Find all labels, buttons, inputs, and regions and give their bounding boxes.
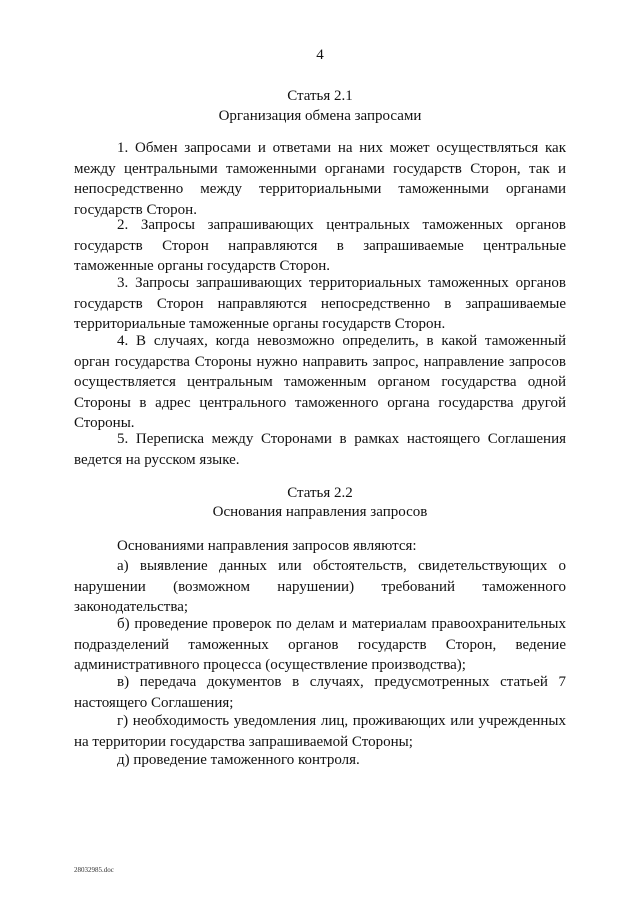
article-2-1-title: Статья 2.1 <box>287 88 353 104</box>
list-item: б) проведение проверок по делам и материалам правоохранительных подразделений таможенных органов государств Сторон, ведение административного процесса (осуществление производства); <box>74 616 566 673</box>
intro-line: Основаниями направления запросов являются: <box>117 538 417 554</box>
page-number: 4 <box>316 47 324 63</box>
list-item: а) выявление данных или обстоятельств, свидетельствующих о нарушении (возможном нарушении) требований таможенного законодательства; <box>74 558 566 615</box>
list-item: д) проведение таможенного контроля. <box>117 752 360 768</box>
paragraph: 1. Обмен запросами и ответами на них может осуществляться как между центральными таможенными органами государств Сторон, так и непосредственно между территориальными таможенными органами государств Сторон. <box>74 140 566 218</box>
article-2-2-title: Статья 2.2 <box>287 485 353 501</box>
article-2-2-subtitle: Основания направления запросов <box>212 504 428 520</box>
paragraph: 2. Запросы запрашивающих центральных таможенных органов государств Сторон направляются в запрашиваемые центральные таможенные органы государств Сторон. <box>74 217 566 274</box>
paragraph: 3. Запросы запрашивающих территориальных таможенных органов государств Сторон направляются непосредственно в запрашиваемые территориальные таможенные органы государств Сторон. <box>74 275 566 332</box>
list-item: в) передача документов в случаях, предусмотренных статьей 7 настоящего Соглашения; <box>74 674 566 711</box>
article-2-1-subtitle: Организация обмена запросами <box>218 108 422 124</box>
footer-filename: 28032985.doc <box>74 866 114 874</box>
paragraph: 4. В случаях, когда невозможно определить, в какой таможенный орган государства Стороны нужно направить запрос, направление запросов осуществляется центральным таможенным органом государства одной Стороны в адрес центрального таможенного органа государства другой Стороны. <box>74 333 566 431</box>
paragraph: 5. Переписка между Сторонами в рамках настоящего Соглашения ведется на русском языке. <box>74 431 566 468</box>
list-item: г) необходимость уведомления лиц, проживающих или учрежденных на территории государства запрашиваемой Стороны; <box>74 713 566 750</box>
